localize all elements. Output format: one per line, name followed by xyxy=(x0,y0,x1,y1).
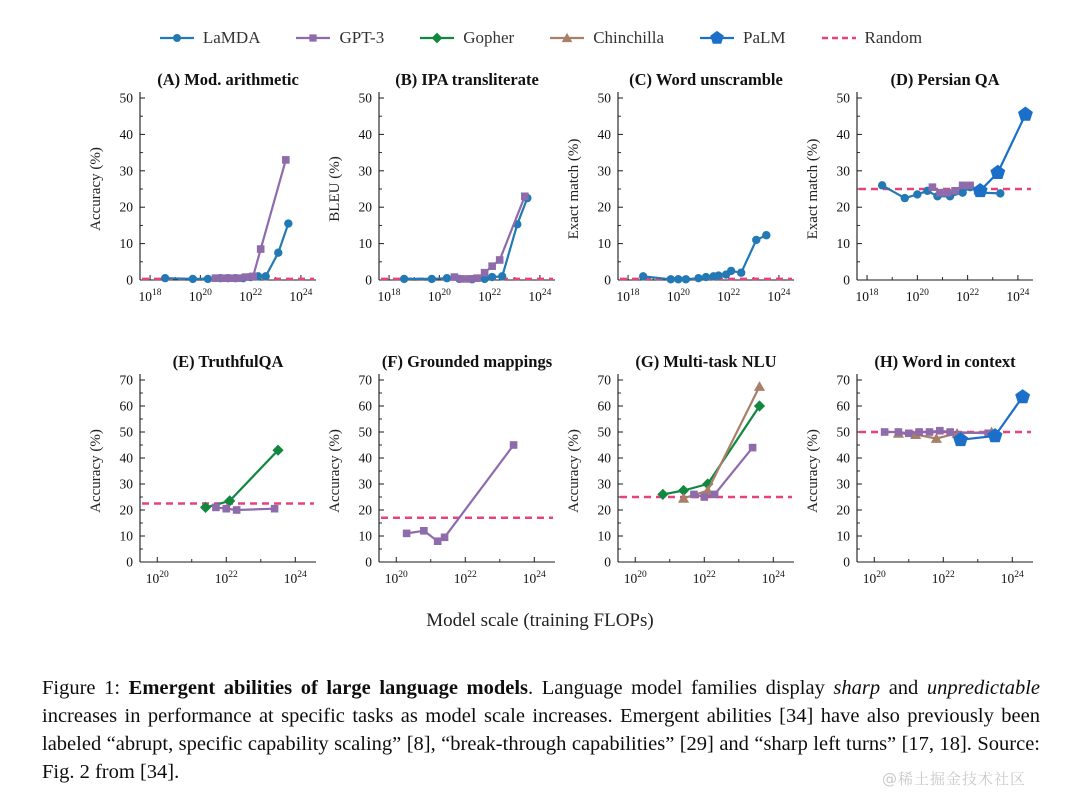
y-tick-label: 0 xyxy=(604,554,611,570)
x-tick-label: $10^{18}$ xyxy=(138,288,162,304)
data-point-square xyxy=(481,269,489,277)
chart-persian-qa xyxy=(803,70,1040,322)
shared-x-axis-label: Model scale (training FLOPs) xyxy=(426,610,654,631)
caption-text: increases in performance at specific tasks as model scale increases. Emergent abilities [34] have also previously been labeled “abrupt, specific capability scaling” [8], “break-through capabilities” [29] and “sharp left turns” [17, 18]. Source: Fig. 2 from [34]. xyxy=(42,704,1040,784)
y-tick-label: 0 xyxy=(843,554,850,570)
data-point-circle xyxy=(996,189,1004,197)
data-point-diamond xyxy=(432,33,443,44)
data-point-circle xyxy=(702,273,710,281)
data-point-circle xyxy=(189,275,197,283)
gopher-legend-glyph xyxy=(418,30,456,46)
subplot-H-svg xyxy=(803,352,1040,604)
data-point-square xyxy=(895,428,903,436)
data-point-square xyxy=(959,182,967,190)
data-point-circle xyxy=(752,236,760,244)
x-tick-label: $10^{18}$ xyxy=(616,288,640,304)
subplot-title: (G) Multi-task NLU xyxy=(635,352,777,371)
y-tick-label: 30 xyxy=(836,476,850,492)
y-tick-label: 70 xyxy=(836,372,850,388)
subplot-F-svg xyxy=(325,352,562,604)
subplot-A-svg xyxy=(86,70,323,322)
y-tick-label: 30 xyxy=(119,163,133,179)
series-line-palm xyxy=(980,114,1025,190)
subplot-title: (C) Word unscramble xyxy=(629,70,783,89)
data-point-circle xyxy=(674,275,682,283)
y-tick-label: 30 xyxy=(597,163,611,179)
series-markers-lamda xyxy=(400,194,532,284)
data-point-square xyxy=(946,428,954,436)
x-tick-label: $10^{22}$ xyxy=(956,288,980,304)
watermark: @稀土掘金技术社区 xyxy=(882,770,1027,788)
y-axis-label: Accuracy (%) xyxy=(88,429,104,513)
y-tick-label: 40 xyxy=(358,126,372,142)
y-tick-label: 10 xyxy=(358,528,372,544)
figure-legend xyxy=(0,28,1080,48)
data-point-pentagon xyxy=(990,165,1005,179)
x-tick-label: $10^{20}$ xyxy=(862,570,886,586)
y-axis-label: Exact match (%) xyxy=(566,138,582,240)
y-tick-label: 40 xyxy=(836,450,850,466)
data-point-square xyxy=(966,182,974,190)
data-point-square xyxy=(936,427,944,435)
x-tick-label: $10^{22}$ xyxy=(931,570,955,586)
y-tick-label: 0 xyxy=(843,272,850,288)
legend-item-gpt3 xyxy=(294,28,384,48)
data-point-circle xyxy=(667,275,675,283)
subplot-title: (F) Grounded mappings xyxy=(381,352,553,371)
data-point-circle xyxy=(737,269,745,277)
y-tick-label: 40 xyxy=(358,450,372,466)
y-tick-label: 30 xyxy=(358,163,372,179)
data-point-circle xyxy=(714,271,722,279)
x-tick-label: $10^{22}$ xyxy=(717,288,741,304)
subplot-D-svg xyxy=(803,70,1040,322)
data-point-circle xyxy=(161,274,169,282)
legend-label: Gopher xyxy=(463,28,515,47)
subplot-grid xyxy=(86,70,1040,604)
random-dashed-line-icon xyxy=(820,30,858,46)
data-point-circle xyxy=(878,181,886,189)
data-point-square xyxy=(222,505,230,513)
y-tick-label: 50 xyxy=(836,424,850,440)
chart-word-unscramble xyxy=(564,70,801,322)
subplot-E-svg xyxy=(86,352,323,604)
y-tick-label: 0 xyxy=(126,554,133,570)
y-axis-label: Accuracy (%) xyxy=(88,147,104,231)
data-point-diamond xyxy=(754,400,765,411)
chinchilla-triangle-marker-icon xyxy=(548,30,586,46)
x-tick-label: $10^{22}$ xyxy=(214,570,238,586)
legend-item-chinchilla xyxy=(548,28,664,48)
series-markers-gpt-3 xyxy=(212,156,290,282)
data-point-circle xyxy=(958,188,966,196)
y-tick-label: 40 xyxy=(119,126,133,142)
y-tick-label: 10 xyxy=(119,528,133,544)
y-tick-label: 10 xyxy=(597,236,611,252)
y-tick-label: 40 xyxy=(836,126,850,142)
caption-text: and xyxy=(880,676,927,699)
data-point-square xyxy=(690,491,698,499)
data-point-square xyxy=(929,183,937,191)
lamda-circle-marker-icon xyxy=(158,30,196,46)
y-tick-label: 50 xyxy=(358,424,372,440)
data-point-square xyxy=(310,34,317,41)
data-point-square xyxy=(496,256,504,264)
random-legend-glyph xyxy=(820,30,858,46)
data-point-square xyxy=(458,275,466,283)
data-point-square xyxy=(420,527,428,535)
subplot-G-svg xyxy=(564,352,801,604)
x-tick-label: $10^{18}$ xyxy=(377,288,401,304)
data-point-square xyxy=(434,537,442,545)
data-point-circle xyxy=(913,190,921,198)
data-point-square xyxy=(212,274,220,282)
palm-pentagon-marker-icon xyxy=(698,30,736,46)
y-tick-label: 20 xyxy=(119,199,133,215)
chart-word-in-context xyxy=(803,352,1040,604)
data-point-pentagon xyxy=(710,31,724,44)
x-tick-label: $10^{20}$ xyxy=(384,570,408,586)
x-tick-label: $10^{24}$ xyxy=(283,570,307,586)
x-tick-label: $10^{24}$ xyxy=(528,288,552,304)
y-axis-label: Accuracy (%) xyxy=(566,429,582,513)
y-tick-label: 20 xyxy=(597,502,611,518)
chart-multi-task-nlu xyxy=(564,352,801,604)
data-point-square xyxy=(234,274,242,282)
y-axis-label: Exact match (%) xyxy=(805,138,821,240)
y-tick-label: 60 xyxy=(358,398,372,414)
subplot-title: (H) Word in context xyxy=(874,352,1016,371)
series-line-gpt-3 xyxy=(694,448,753,497)
data-point-circle xyxy=(901,194,909,202)
y-axis-label: Accuracy (%) xyxy=(327,429,343,513)
data-point-square xyxy=(926,428,934,436)
data-point-square xyxy=(473,274,481,282)
data-point-circle xyxy=(762,231,770,239)
series-markers-gpt-3 xyxy=(403,441,518,545)
chart-ipa-transliterate xyxy=(325,70,562,322)
data-point-square xyxy=(905,430,913,438)
data-point-square xyxy=(700,493,708,501)
x-tick-label: $10^{20}$ xyxy=(623,570,647,586)
legend-item-lamda xyxy=(158,28,261,48)
y-tick-label: 10 xyxy=(836,236,850,252)
series-markers-gpt-3 xyxy=(451,192,529,282)
caption-emphasis-sharp: sharp xyxy=(833,676,881,699)
data-point-square xyxy=(227,274,235,282)
data-point-circle xyxy=(727,267,735,275)
data-point-square xyxy=(282,156,290,164)
series-line-gopher xyxy=(206,450,278,507)
data-point-square xyxy=(936,189,944,197)
series-markers-palm xyxy=(953,389,1030,446)
series-markers-lamda xyxy=(161,219,293,283)
series-markers-lamda xyxy=(639,231,771,283)
gpt3-square-marker-icon xyxy=(294,30,332,46)
data-point-square xyxy=(521,192,529,200)
data-point-square xyxy=(242,273,250,281)
x-tick-label: $10^{22}$ xyxy=(692,570,716,586)
y-tick-label: 20 xyxy=(836,199,850,215)
y-tick-label: 50 xyxy=(597,424,611,440)
x-tick-label: $10^{22}$ xyxy=(239,288,263,304)
subplot-title: (D) Persian QA xyxy=(890,70,1000,89)
gpt-3-legend-glyph xyxy=(294,30,332,46)
series-line-gpt-3 xyxy=(407,445,514,541)
y-tick-label: 50 xyxy=(597,90,611,106)
data-point-circle xyxy=(682,275,690,283)
legend-label: LaMDA xyxy=(202,28,261,47)
y-tick-label: 40 xyxy=(119,450,133,466)
y-tick-label: 60 xyxy=(597,398,611,414)
data-point-square xyxy=(257,245,265,253)
x-tick-label: $10^{22}$ xyxy=(453,570,477,586)
y-tick-label: 0 xyxy=(604,272,611,288)
legend-label: Chinchilla xyxy=(593,28,665,47)
data-point-square xyxy=(915,428,923,436)
lamda-legend-glyph xyxy=(158,30,196,46)
subplot-title: (B) IPA transliterate xyxy=(395,70,539,89)
chinchilla-legend-glyph xyxy=(548,30,586,46)
data-point-circle xyxy=(639,272,647,280)
data-point-circle xyxy=(274,249,282,257)
data-point-pentagon xyxy=(1015,389,1030,403)
chart-truthfulqa xyxy=(86,352,323,604)
legend-label: Random xyxy=(864,28,923,47)
subplot-B-svg xyxy=(325,70,562,322)
y-tick-label: 20 xyxy=(358,502,372,518)
y-tick-label: 0 xyxy=(126,272,133,288)
data-point-square xyxy=(510,441,518,449)
y-tick-label: 60 xyxy=(836,398,850,414)
x-tick-label: $10^{24}$ xyxy=(522,570,546,586)
y-axis-label: Accuracy (%) xyxy=(805,429,821,513)
data-point-square xyxy=(271,505,279,513)
data-point-circle xyxy=(284,219,292,227)
data-point-circle xyxy=(400,275,408,283)
data-point-square xyxy=(488,262,496,270)
y-tick-label: 30 xyxy=(358,476,372,492)
y-tick-label: 40 xyxy=(597,126,611,142)
y-tick-label: 0 xyxy=(365,272,372,288)
x-tick-label: $10^{24}$ xyxy=(761,570,785,586)
y-tick-label: 70 xyxy=(597,372,611,388)
x-tick-label: $10^{24}$ xyxy=(1000,570,1024,586)
x-tick-label: $10^{22}$ xyxy=(478,288,502,304)
data-point-circle xyxy=(443,274,451,282)
y-tick-label: 30 xyxy=(597,476,611,492)
y-tick-label: 40 xyxy=(597,450,611,466)
data-point-square xyxy=(212,504,220,512)
data-point-diamond xyxy=(657,489,668,500)
legend-label: GPT-3 xyxy=(339,28,385,47)
data-point-square xyxy=(944,189,952,197)
subplot-title: (A) Mod. arithmetic xyxy=(157,70,299,89)
y-tick-label: 20 xyxy=(358,199,372,215)
y-tick-label: 20 xyxy=(119,502,133,518)
data-point-square xyxy=(951,187,959,195)
x-tick-label: $10^{18}$ xyxy=(855,288,879,304)
y-tick-label: 0 xyxy=(365,554,372,570)
subplot-title: (E) TruthfulQA xyxy=(172,352,284,371)
chart-grounded-mappings xyxy=(325,352,562,604)
x-tick-label: $10^{20}$ xyxy=(427,288,451,304)
data-point-pentagon xyxy=(1018,107,1033,121)
data-point-circle xyxy=(498,272,506,280)
data-point-circle xyxy=(204,275,212,283)
legend-label: PaLM xyxy=(743,28,786,47)
data-point-square xyxy=(441,534,449,542)
y-tick-label: 20 xyxy=(597,199,611,215)
series-line-lamda xyxy=(165,224,288,279)
y-axis-label: BLEU (%) xyxy=(327,156,343,222)
y-tick-label: 60 xyxy=(119,398,133,414)
data-point-square xyxy=(233,506,241,514)
caption-emphasis-unpredictable: unpredictable xyxy=(926,676,1041,699)
y-tick-label: 10 xyxy=(358,236,372,252)
x-tick-label: $10^{20}$ xyxy=(145,570,169,586)
gopher-diamond-marker-icon xyxy=(418,30,456,46)
data-point-square xyxy=(466,275,474,283)
palm-legend-glyph xyxy=(698,30,736,46)
caption-title: Emergent abilities of large language models xyxy=(128,676,529,699)
y-tick-label: 10 xyxy=(836,528,850,544)
x-tick-label: $10^{24}$ xyxy=(289,288,313,304)
subplot-C-svg xyxy=(564,70,801,322)
x-tick-label: $10^{20}$ xyxy=(188,288,212,304)
legend-item-gopher xyxy=(418,28,514,48)
series-line-lamda xyxy=(643,235,766,279)
legend-item-random xyxy=(820,28,923,48)
data-point-circle xyxy=(694,274,702,282)
y-tick-label: 70 xyxy=(358,372,372,388)
y-tick-label: 50 xyxy=(836,90,850,106)
y-tick-label: 30 xyxy=(836,163,850,179)
data-point-circle xyxy=(428,275,436,283)
x-tick-label: $10^{20}$ xyxy=(905,288,929,304)
x-tick-label: $10^{24}$ xyxy=(767,288,791,304)
y-tick-label: 50 xyxy=(119,90,133,106)
data-point-square xyxy=(249,273,257,281)
y-tick-label: 50 xyxy=(358,90,372,106)
y-tick-label: 30 xyxy=(119,476,133,492)
y-tick-label: 50 xyxy=(119,424,133,440)
data-point-circle xyxy=(173,34,181,42)
data-point-square xyxy=(451,273,459,281)
x-tick-label: $10^{20}$ xyxy=(666,288,690,304)
data-point-square xyxy=(749,444,757,452)
y-tick-label: 70 xyxy=(119,372,133,388)
data-point-triangle xyxy=(754,381,765,391)
caption-prefix: Figure 1: xyxy=(42,676,129,699)
data-point-square xyxy=(881,428,889,436)
x-tick-label: $10^{24}$ xyxy=(1006,288,1030,304)
caption-text: . Language model families display xyxy=(528,676,834,699)
data-point-square xyxy=(403,530,411,538)
data-point-square xyxy=(219,274,227,282)
data-point-diamond xyxy=(200,502,211,513)
y-tick-label: 20 xyxy=(836,502,850,518)
series-markers-palm xyxy=(973,107,1033,198)
data-point-square xyxy=(711,491,719,499)
series-line-chinchilla xyxy=(684,387,760,499)
legend-item-palm xyxy=(698,28,786,48)
chart-mod-arithmetic xyxy=(86,70,323,322)
y-tick-label: 10 xyxy=(597,528,611,544)
y-tick-label: 10 xyxy=(119,236,133,252)
data-point-circle xyxy=(262,272,270,280)
data-point-circle xyxy=(488,273,496,281)
